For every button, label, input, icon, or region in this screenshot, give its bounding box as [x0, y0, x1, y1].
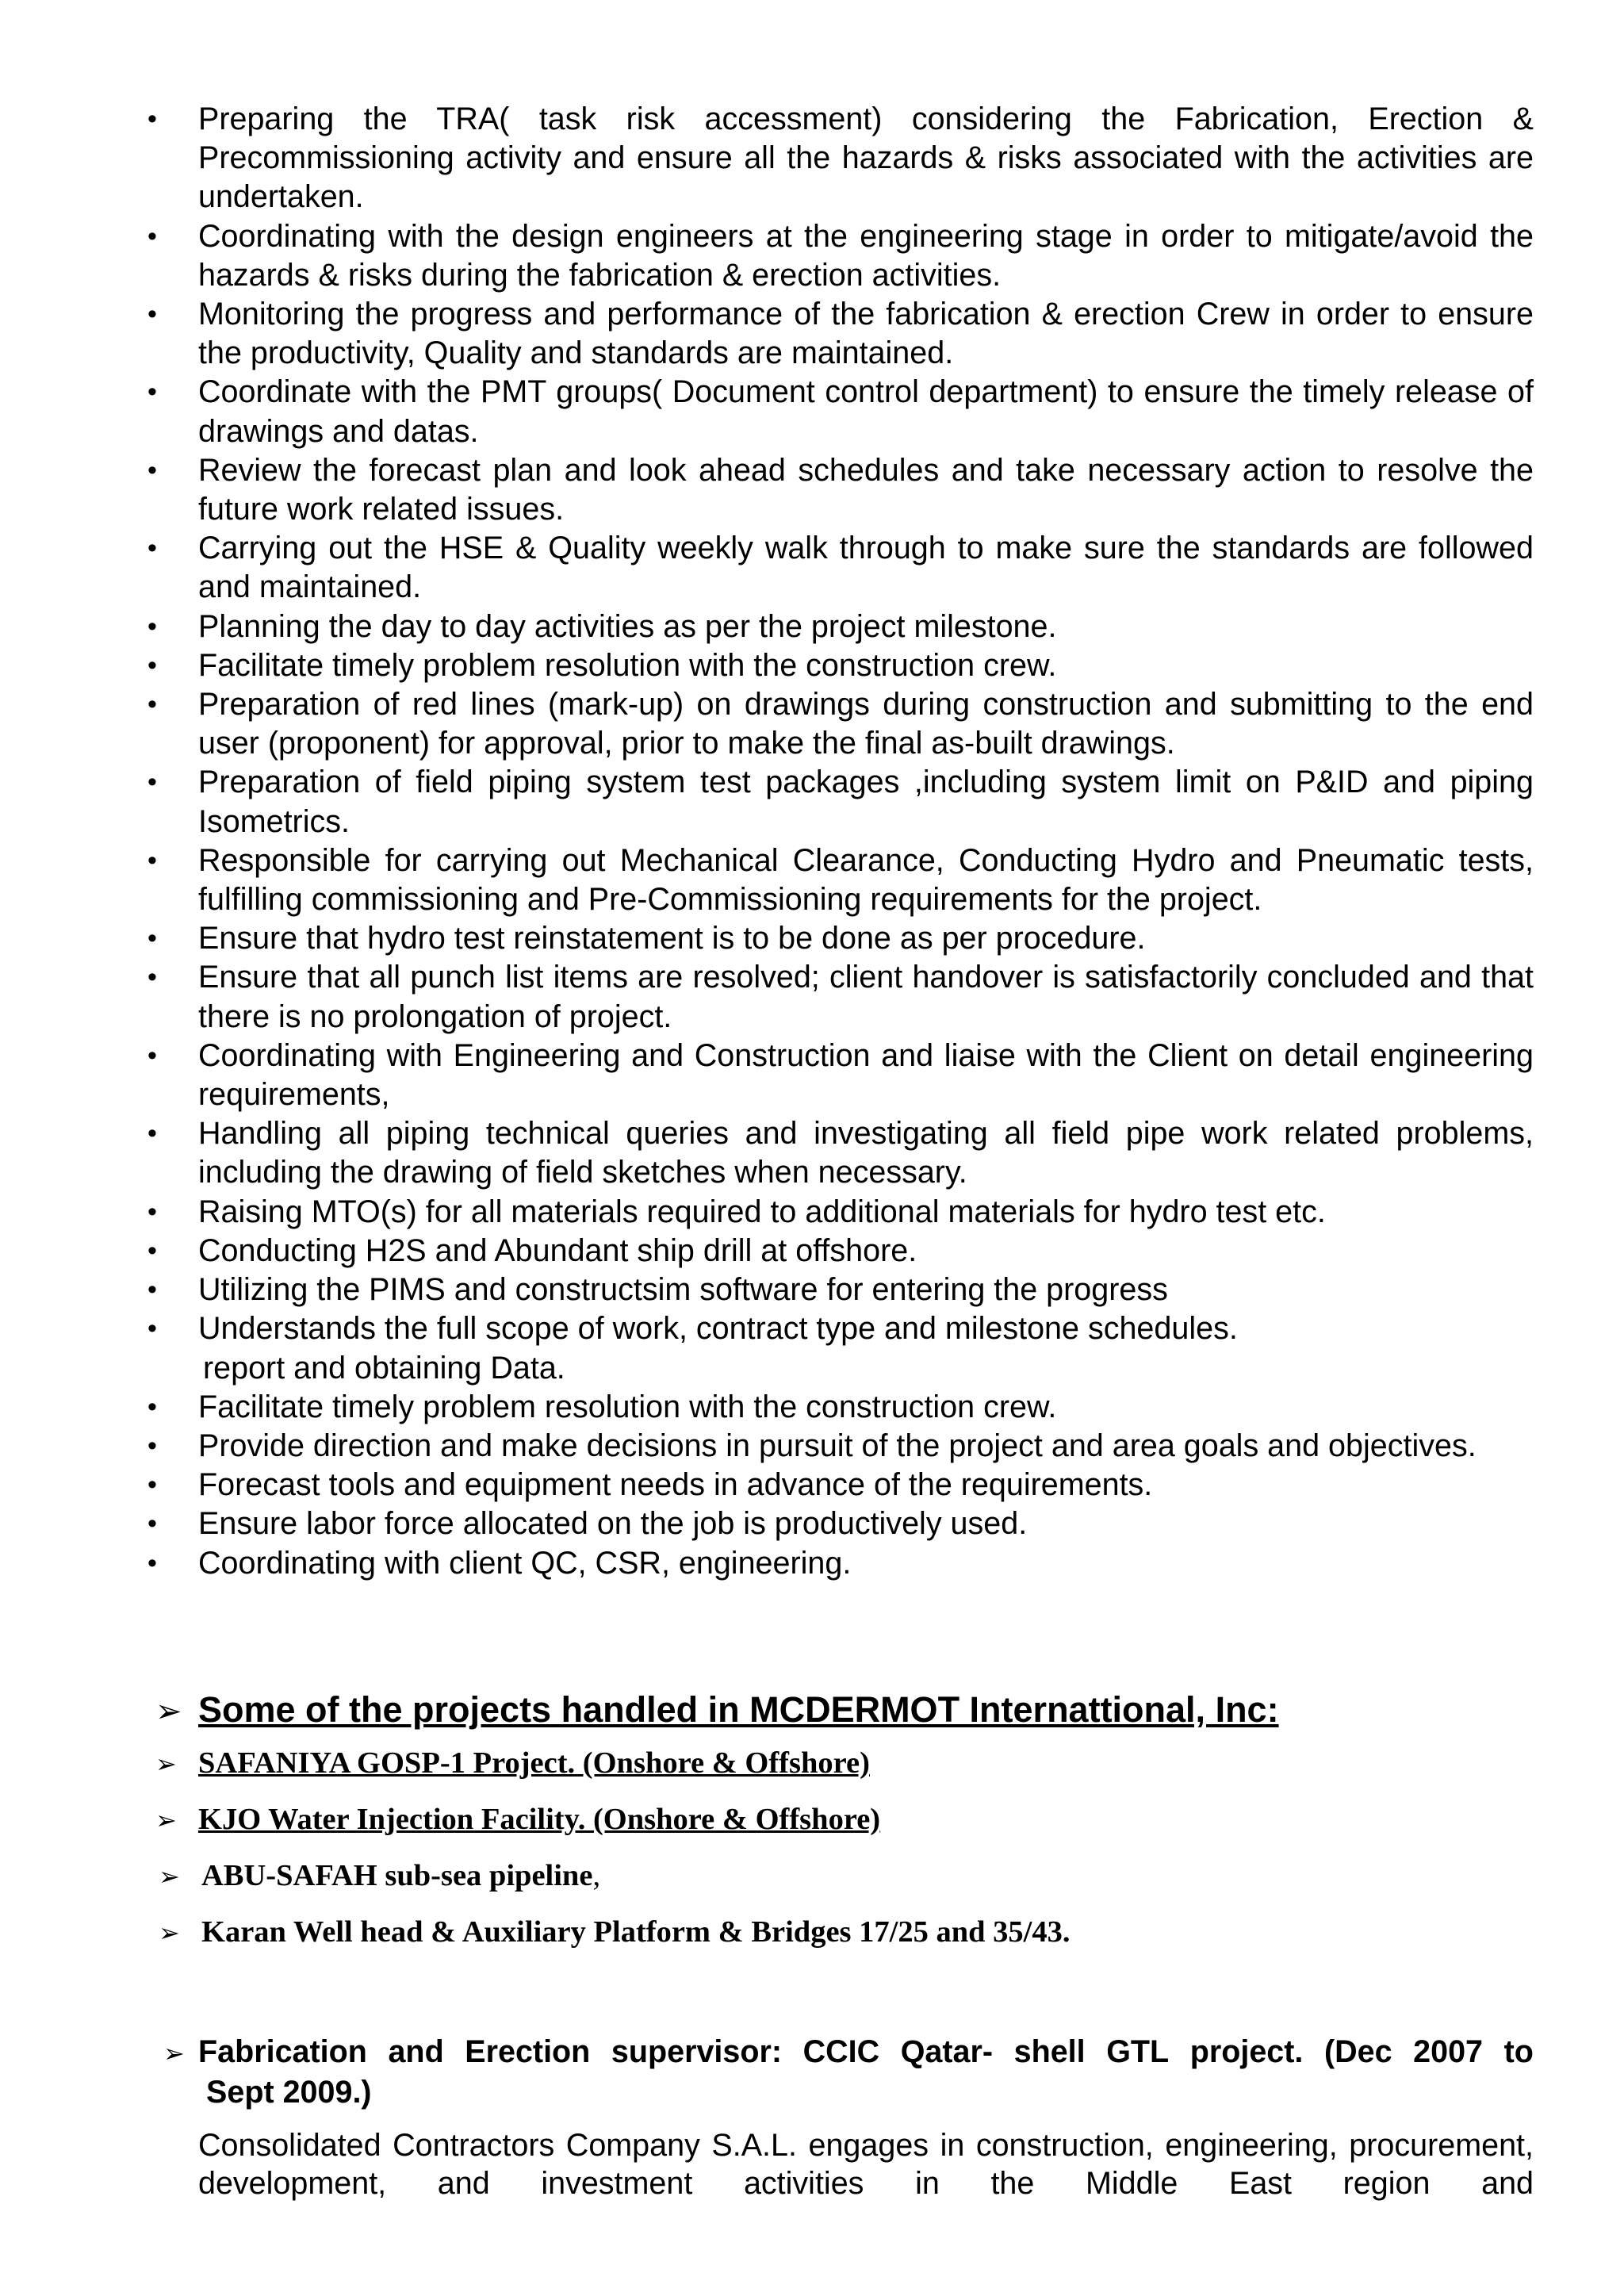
list-item: • Utilizing the PIMS and constructsim software for entering the progress — [147, 1271, 1534, 1309]
list-item: • Carrying out the HSE & Quality weekly walk through to make sure the standards are followed and maintained. — [147, 531, 1534, 605]
list-item: • Ensure labor force allocated on the job is productively used. — [147, 1504, 1534, 1543]
bullet-icon: • — [147, 1118, 157, 1149]
bullet-icon: • — [147, 1391, 157, 1422]
arrow-bullet-icon: ➢ — [155, 1693, 182, 1730]
bullet-icon: • — [147, 1196, 157, 1227]
list-item: • Forecast tools and equipment needs in advance of the requirements. — [147, 1466, 1534, 1504]
project-item: ➢ Karan Well head & Auxiliary Platform & Bridges 17/25 and 35/43. — [159, 1912, 1535, 1953]
role-dates: Sept 2009.) — [206, 2075, 372, 2110]
list-item: • Handling all piping technical queries and investigating all field pipe work related problems, including the drawing of field sketches when necessary. — [147, 1116, 1534, 1190]
company-description: Consolidated Contractors Company S.A.L. engages in construction, engineering, procurement, development, and investment activities in the Middle East region and — [198, 2128, 1534, 2201]
bullet-icon: • — [147, 454, 157, 485]
list-item: • Facilitate timely problem resolution with the construction crew. — [147, 646, 1534, 685]
list-item: • Provide direction and make decisions in pursuit of the project and area goals and objectives. — [147, 1427, 1534, 1466]
bullet-icon: • — [147, 1508, 157, 1539]
list-item: • Ensure that hydro test reinstatement is to be done as per procedure. — [147, 919, 1534, 958]
bullet-icon: • — [147, 1040, 157, 1071]
list-item: • Preparing the TRA( task risk accessment) considering the Fabrication, Erection & Precommissioning activity and ensure all the hazards & risks associated with the activities are undertaken. — [147, 102, 1534, 215]
arrow-bullet-icon: ➢ — [155, 1749, 177, 1779]
list-item: • Conducting H2S and Abundant ship drill at offshore. — [147, 1232, 1534, 1271]
bullet-icon: • — [147, 845, 157, 876]
duties-list — [147, 100, 1534, 1583]
project-item: ➢ SAFANIYA GOSP-1 Project. (Onshore & Offshore) — [155, 1743, 1535, 1784]
arrow-bullet-icon: ➢ — [159, 1918, 180, 1948]
bullet-icon: • — [147, 611, 157, 642]
list-item: • Responsible for carrying out Mechanical Clearance, Conducting Hydro and Pneumatic tests, fulfilling commissioning and Pre-Commissioning requirements for the project. — [147, 842, 1534, 918]
project-item: ➢ KJO Water Injection Facility. (Onshore & Offshore) — [155, 1800, 1535, 1840]
bullet-icon: • — [147, 923, 157, 954]
continuation-line: report and obtaining Data. — [203, 1350, 565, 1386]
projects-section — [155, 1686, 1535, 1968]
role-title — [163, 2033, 1534, 2112]
bullet-icon: • — [147, 220, 157, 251]
bullet-icon: • — [147, 104, 157, 134]
bullet-icon: • — [147, 1274, 157, 1305]
bullet-icon: • — [147, 1235, 157, 1266]
bullet-icon: • — [147, 689, 157, 720]
list-item: • Coordinate with the PMT groups( Document control department) to ensure the timely release of drawings and datas. — [147, 374, 1534, 449]
role-title-line: ➢ Fabrication and Erection supervisor: CCIC Qatar- shell GTL project. (Dec 2007 to — [163, 2033, 1534, 2073]
list-item: • Ensure that all punch list items are resolved; client handover is satisfactorily concluded and that there is no prolongation of project. — [147, 960, 1534, 1034]
list-item: • Preparation of field piping system test packages ,including system limit on P&ID and piping Isometrics. — [147, 765, 1534, 839]
list-item: • Planning the day to day activities as per the project milestone. — [147, 608, 1534, 646]
projects-heading: ➢ Some of the projects handled in MCDERMOT Internattional, Inc: — [155, 1686, 1535, 1735]
bullet-icon: • — [147, 1430, 157, 1461]
list-item: • Preparation of red lines (mark-up) on drawings during construction and submitting to the end user (proponent) for approval, prior to make the final as-built drawings. — [147, 687, 1534, 761]
bullet-icon: • — [147, 767, 157, 798]
bullet-icon: • — [147, 1313, 157, 1344]
project-item: ➢ ABU-SAFAH sub-sea pipeline, — [159, 1856, 1535, 1896]
arrow-bullet-icon: ➢ — [163, 2038, 185, 2068]
arrow-bullet-icon: ➢ — [159, 1861, 180, 1892]
bullet-icon: • — [147, 650, 157, 680]
bullet-icon: • — [147, 1470, 157, 1501]
list-item: • Coordinating with Engineering and Construction and liaise with the Client on detail engineering requirements, — [147, 1037, 1534, 1113]
list-item: • Raising MTO(s) for all materials required to additional materials for hydro test etc. — [147, 1193, 1534, 1232]
list-item: • Monitoring the progress and performance of the fabrication & erection Crew in order to ensure the productivity, Quality and standards are maintained. — [147, 297, 1534, 371]
arrow-bullet-icon: ➢ — [155, 1805, 177, 1835]
list-item: • Coordinating with client QC, CSR, engineering. — [147, 1544, 1534, 1583]
bullet-icon: • — [147, 299, 157, 330]
bullet-icon: • — [147, 533, 157, 564]
bullet-icon: • — [147, 377, 157, 408]
list-item: • Coordinating with the design engineers at the engineering stage in order to mitigate/avoid the hazards & risks during the fabrication & erection activities. — [147, 218, 1534, 293]
bullet-icon: • — [147, 962, 157, 993]
list-item: • Facilitate timely problem resolution with the construction crew. — [147, 1388, 1534, 1427]
bullet-icon: • — [147, 1547, 157, 1578]
list-item: • Review the forecast plan and look ahead schedules and take necessary action to resolve the future work related issues. — [147, 452, 1534, 527]
list-item: • Understands the full scope of work, contract type and milestone schedules. — [147, 1309, 1534, 1348]
